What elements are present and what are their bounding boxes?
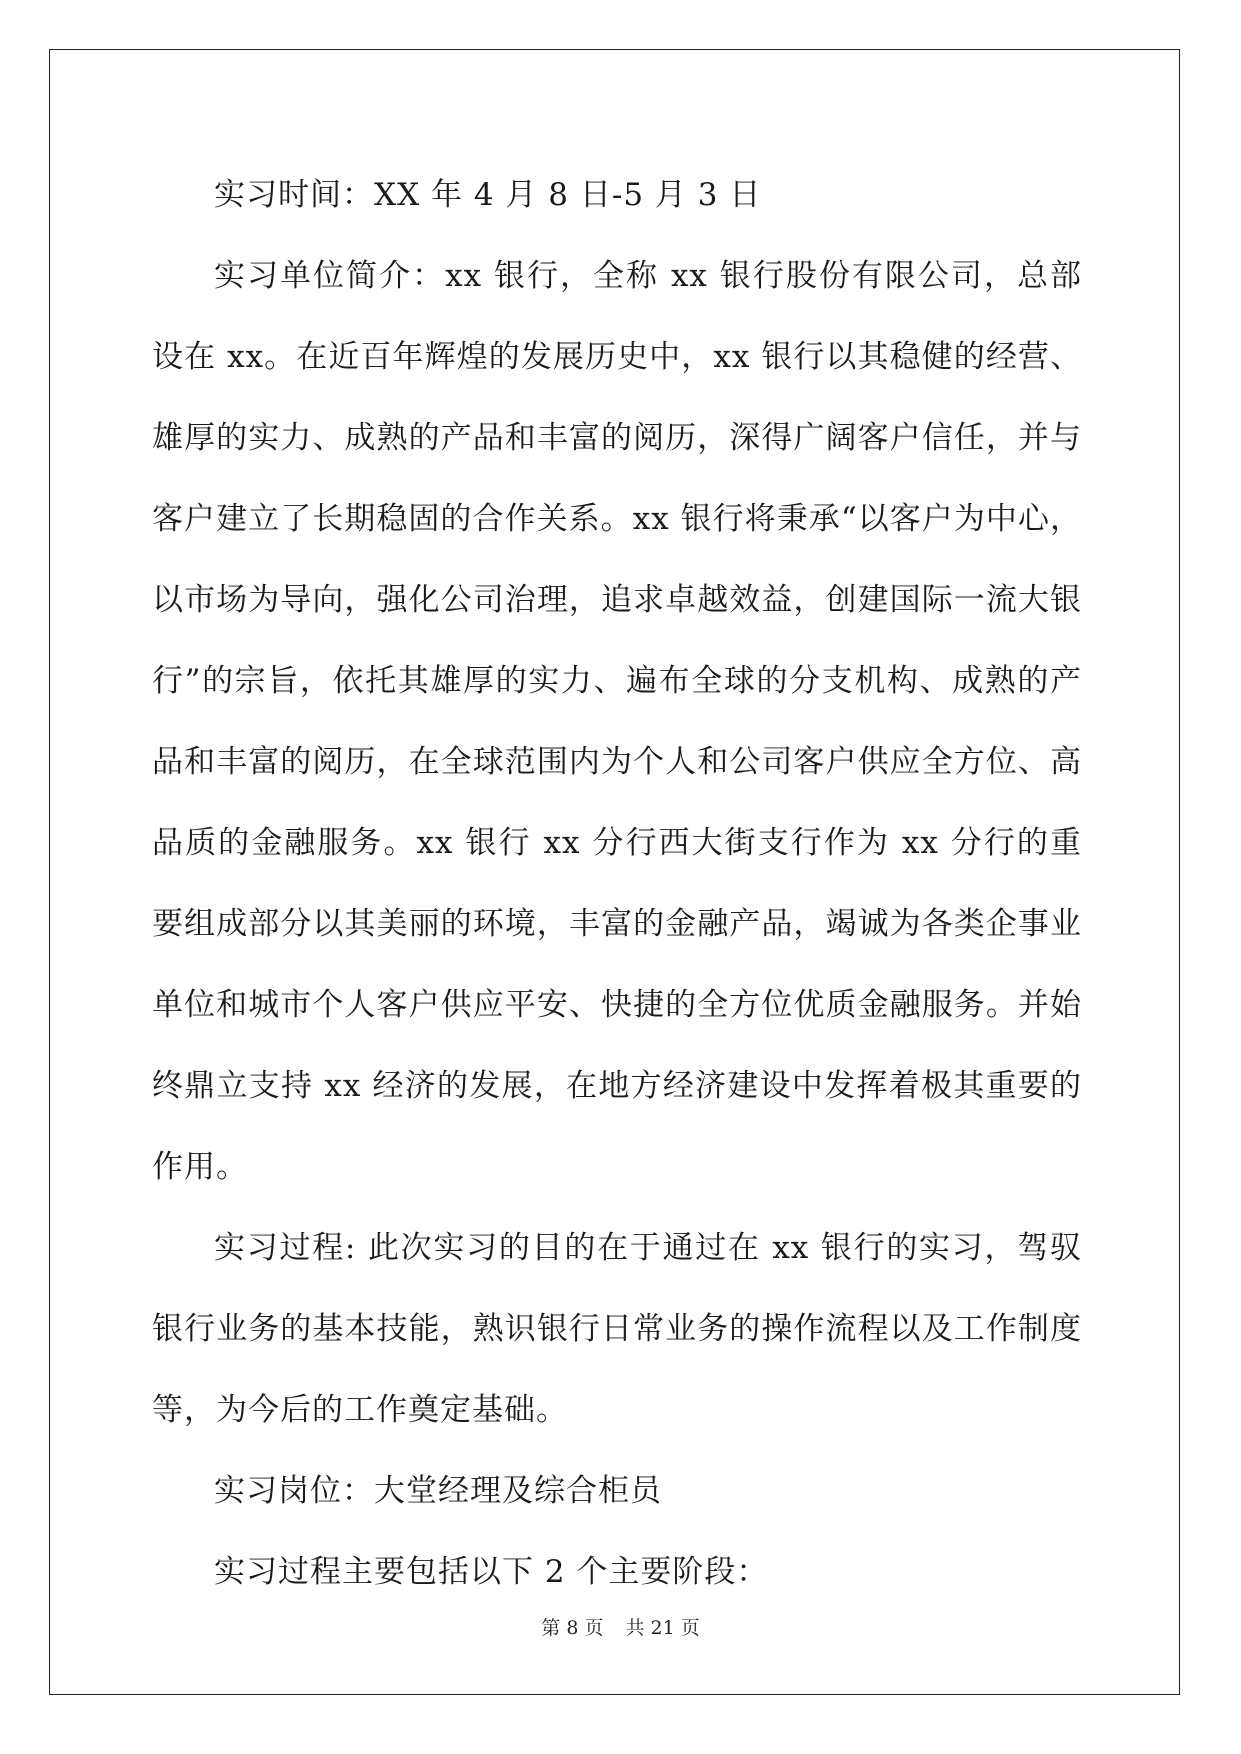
page-number: 第 8 页 (541, 1617, 604, 1639)
paragraph-internship-time: 实习时间：XX 年 4 月 8 日-5 月 3 日 (214, 177, 762, 213)
paragraph-internship-position: 实习岗位：大堂经理及综合柜员 (214, 1473, 662, 1509)
paragraph-company-intro: 实习单位简介：xx 银行，全称 xx 银行股份有限公司，总部设在 xx。在近百年辉煌的发展历史中，xx 银行以其稳健的经营、雄厚的实力、成熟的产品和丰富的阅历，深得广阔客户信任，并与客户建立了长期稳固的合作关系。xx 银行将秉承“以客户为中心，以市场为导向，强化公司治理，追求卓越效益，创建国际一流大银行”的宗旨，依托其雄厚的实力、遍布全球的分支机构、成熟的产品和丰富的阅历，在全球范围内为个人和公司客户供应全方位、高品质的金融服务。xx 银行 xx 分行西大街支行作为 xx 分行的重要组成部分以其美丽的环境，丰富的金融产品，竭诚为各类企事业单位和城市个人客户供应平安、快捷的全方位优质金融服务。并始终鼎立支持 xx 经济的发展，在地方经济建设中发挥着极其重要的作用。 (152, 258, 1082, 1185)
page-total: 共 21 页 (625, 1617, 700, 1639)
paragraph-internship-process: 实习过程: 此次实习的目的在于通过在 xx 银行的实习，驾驭银行业务的基本技能，熟识银行日常业务的操作流程以及工作制度等，为今后的工作奠定基础。 (152, 1230, 1082, 1428)
paragraph-stages-intro: 实习过程主要包括以下 2 个主要阶段： (214, 1554, 769, 1590)
document-body (152, 155, 1082, 1613)
page-footer (0, 1613, 1241, 1640)
